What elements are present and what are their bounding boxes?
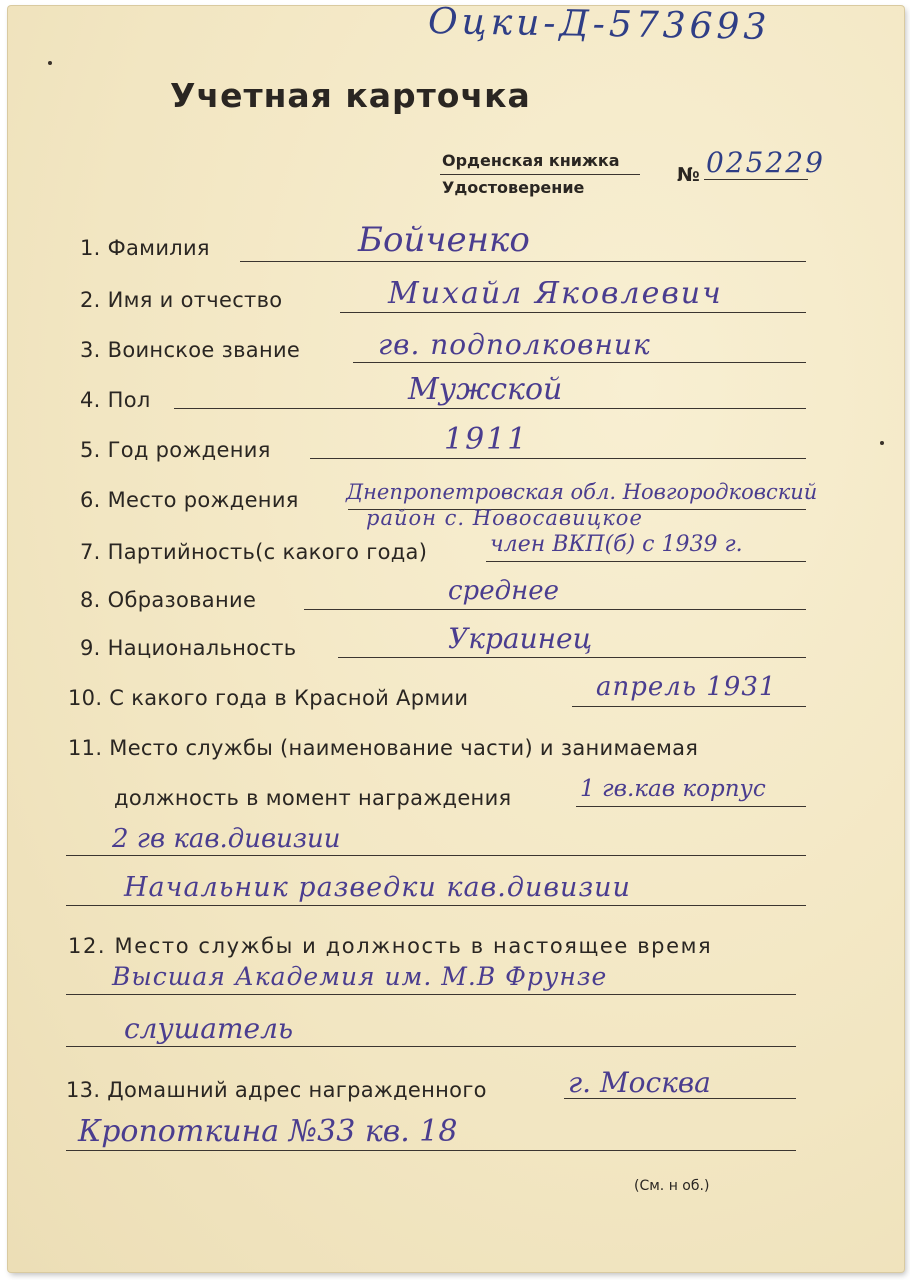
field-13-label: 13. Домашний адрес награжденного <box>66 1078 487 1102</box>
card-title: Учетная карточка <box>170 76 531 115</box>
doc-type-certificate: Удостоверение <box>442 178 585 197</box>
field-12-label: 12. Место службы и должность в настоящее время <box>68 934 713 958</box>
field-2-label: 2. Имя и отчество <box>80 288 283 312</box>
field-7-line <box>486 561 806 562</box>
field-4-line <box>174 408 806 409</box>
field-12-value: Высшая Академия им. М.В Фрунзе <box>112 962 608 991</box>
card-number: 025229 <box>706 146 825 179</box>
field-9-label: 9. Национальность <box>80 636 297 660</box>
field-2-value: Михайл Яковлевич <box>388 276 723 311</box>
field-11-line-3 <box>66 905 806 906</box>
field-13-line-2 <box>66 1150 796 1151</box>
field-12-line-2 <box>66 1046 796 1047</box>
field-1-label: 1. Фамилия <box>80 236 210 260</box>
field-4-label: 4. Пол <box>80 388 151 412</box>
field-3-value: гв. подполковник <box>378 328 651 361</box>
record-card <box>8 1 904 1272</box>
field-5-value: 1911 <box>444 422 529 457</box>
field-13-value: г. Москва <box>568 1066 711 1099</box>
field-10-label: 10. С какого года в Красной Армии <box>68 686 469 710</box>
field-11-value-line2: 2 гв кав.дивизии <box>112 824 341 854</box>
field-11-value-line3: Начальник разведки кав.дивизии <box>124 872 631 903</box>
field-6-value: Днепропетровская обл. Новгородковский <box>346 480 818 504</box>
ink-dot <box>48 61 52 65</box>
field-6-label: 6. Место рождения <box>80 488 299 512</box>
field-1-value: Бойченко <box>358 220 530 260</box>
field-11-label: 11. Место службы (наименование части) и занимаемая <box>68 736 699 760</box>
field-10-line <box>572 706 806 707</box>
field-7-value: член ВКП(б) с 1939 г. <box>490 532 743 557</box>
field-7-label: 7. Партийность(с какого года) <box>80 540 428 564</box>
field-5-label: 5. Год рождения <box>80 438 271 462</box>
field-11-label-line2: должность в момент награждения <box>114 786 512 810</box>
field-12-line-1 <box>66 994 796 995</box>
number-sign: № <box>677 164 700 186</box>
field-1-line <box>240 261 806 262</box>
doc-type-order-book: Орденская книжка <box>442 151 620 170</box>
field-8-value: среднее <box>448 576 559 606</box>
card-number-line <box>704 179 808 180</box>
field-3-label: 3. Воинское звание <box>80 338 301 362</box>
field-13-value-line2: Кропоткина №33 кв. 18 <box>78 1114 458 1149</box>
field-9-value: Украинец <box>448 622 593 655</box>
ink-dot <box>880 441 884 445</box>
field-12-value-line2: слушатель <box>124 1012 294 1045</box>
field-2-line <box>340 312 806 313</box>
archive-code: Оцки-Д-573693 <box>427 1 771 48</box>
doc-type-divider <box>440 174 640 175</box>
field-8-label: 8. Образование <box>80 588 257 612</box>
footer-note: (См. н об.) <box>634 1178 710 1194</box>
field-5-line <box>310 458 806 459</box>
field-6-value-line2: район с. Новосавицкое <box>366 506 643 530</box>
field-11-line-1 <box>576 806 806 807</box>
field-10-value: апрель 1931 <box>596 672 777 702</box>
field-9-line <box>338 657 806 658</box>
field-11-line-2 <box>66 855 806 856</box>
field-3-line <box>353 362 806 363</box>
field-4-value: Мужской <box>408 372 563 407</box>
field-8-line <box>304 609 806 610</box>
field-11-value: 1 гв.кав корпус <box>580 776 766 802</box>
